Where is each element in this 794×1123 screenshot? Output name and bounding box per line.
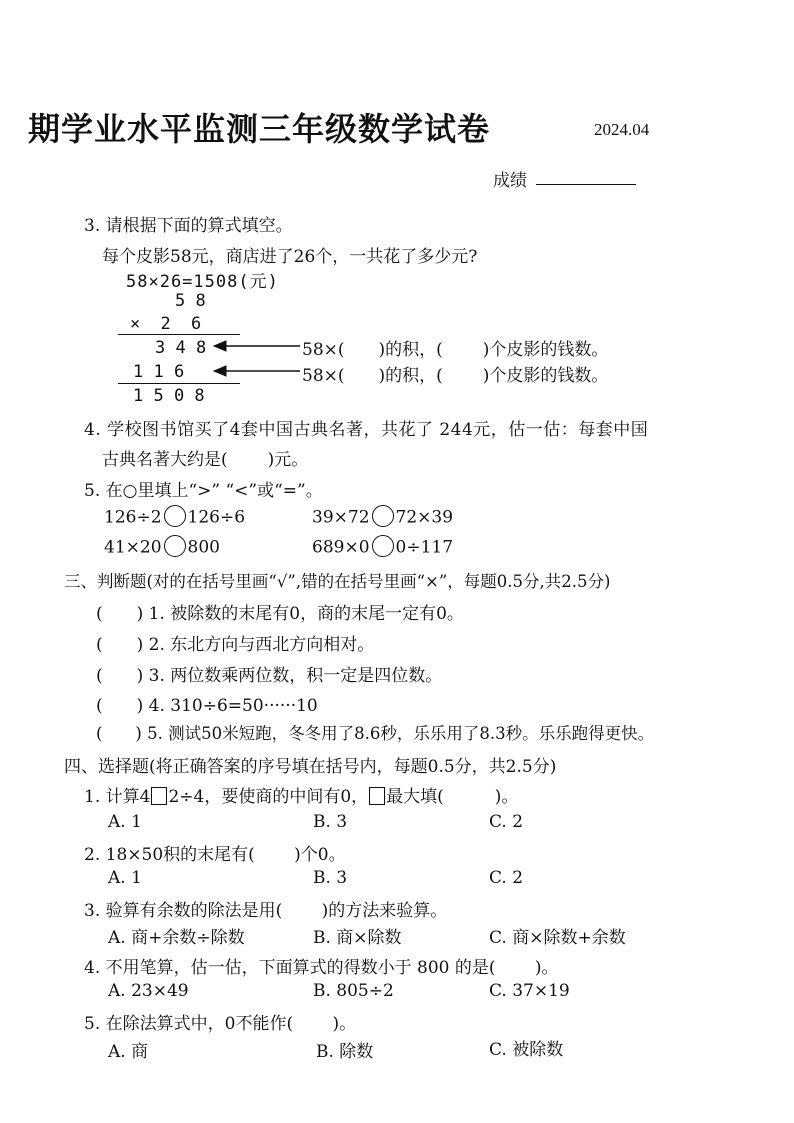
choice-q3-option-a[interactable]: A. 商+余数÷除数 [108, 928, 245, 948]
score-label: 成绩 [493, 171, 527, 191]
choice-q4-option-a[interactable]: A. 23×49 [108, 981, 189, 1001]
q5-item-4-right: 0÷117 [395, 537, 454, 558]
choice-q1-option-a[interactable]: A. 1 [108, 812, 142, 832]
arrow-1 [214, 341, 300, 351]
q5-item-4-left: 689×0 [312, 537, 370, 558]
judge-text: 3. 两位数乘两位数，积一定是四位数。 [148, 666, 443, 686]
judge-text: 2. 东北方向与西北方向相对。 [148, 635, 375, 655]
q3-blank-line2 [302, 361, 608, 386]
q5-item-2-left: 39×72 [312, 507, 370, 528]
q5-item-4 [312, 537, 453, 559]
choice-q2-stem: 2. 18×50积的末尾有( )个0。 [84, 845, 346, 865]
choice-q3-option-c[interactable]: C. 商×除数+余数 [489, 928, 626, 948]
q5-item-2 [312, 507, 453, 529]
choice-q5-option-a[interactable]: A. 商 [108, 1042, 149, 1062]
q5-item-1-right: 126÷6 [187, 507, 246, 528]
compare-circle[interactable] [372, 505, 394, 527]
q5-title: 5. 在○里填上“>” “<”或“=”。 [84, 481, 323, 501]
exam-date: 2024.04 [594, 120, 650, 139]
blank1-b: )的积，( [378, 340, 443, 360]
judge-item-2 [96, 630, 374, 655]
q3-blank-line1 [302, 335, 608, 360]
choice-q4-option-c[interactable]: C. 37×19 [489, 981, 570, 1001]
q3-problem: 每个皮影58元，商店进了26个，一共花了多少元? [102, 247, 478, 267]
q5-item-1-left: 126÷2 [104, 507, 162, 528]
q5-item-3-left: 41×20 [104, 537, 162, 558]
vertical-row5: 1 5 0 8 [133, 386, 205, 406]
choice-q3-stem: 3. 验算有余数的除法是用( )的方法来验算。 [84, 901, 448, 921]
q5-item-3-right: 800 [187, 537, 220, 558]
choice-q1-option-c[interactable]: C. 2 [489, 812, 524, 832]
choice-q5-option-c[interactable]: C. 被除数 [489, 1040, 564, 1060]
choice-q3-option-b[interactable]: B. 商×除数 [313, 928, 402, 948]
blank2-a: 58×( [302, 366, 345, 386]
judge-paren[interactable]: ( ) [96, 724, 142, 743]
judge-item-5 [96, 720, 654, 744]
q4-line2a: 古典名著大约是( [102, 450, 228, 470]
compare-circle[interactable] [164, 505, 186, 527]
choice-q4-option-b[interactable]: B. 805÷2 [313, 981, 394, 1001]
choice-q2-option-b[interactable]: B. 3 [313, 868, 348, 888]
choice-q1-stem [84, 782, 518, 807]
blank2-c: )个皮影的钱数。 [482, 366, 609, 386]
choice-q1-stem-a: 1. 计算4 [84, 787, 151, 807]
digit-box[interactable] [151, 787, 167, 805]
vertical-row2: × 2 6 [130, 314, 202, 334]
q3-equation: 58×26=1508(元) [126, 272, 279, 292]
compare-circle[interactable] [372, 535, 394, 557]
compare-circle[interactable] [164, 535, 186, 557]
page-title: 期学业水平监测三年级数学试卷 [28, 110, 491, 148]
choice-q2-option-a[interactable]: A. 1 [108, 868, 142, 888]
choice-q4-stem: 4. 不用笔算，估一估，下面算式的得数小于 800 的是( )。 [84, 958, 559, 978]
vertical-row1: 5 8 [175, 291, 206, 311]
judge-item-3 [96, 661, 442, 686]
judge-text: 1. 被除数的末尾有0，商的末尾一定有0。 [148, 604, 464, 624]
q5-item-3 [104, 537, 220, 559]
choice-q1-stem-b: 2÷4，要使商的中间有0， [168, 787, 369, 807]
blank1-c: )个皮影的钱数。 [482, 340, 609, 360]
judge-item-4 [96, 691, 318, 716]
q5-item-2-right: 72×39 [395, 507, 454, 528]
choice-q5-option-b[interactable]: B. 除数 [316, 1042, 374, 1062]
section3-heading: 三、判断题(对的在括号里画“√”,错的在括号里画“×”，每题0.5分,共2.5分) [64, 572, 611, 591]
vertical-row3: 3 4 8 [155, 338, 207, 358]
q5-item-1 [104, 507, 245, 529]
digit-box[interactable] [369, 787, 385, 805]
judge-paren[interactable]: ( ) [96, 604, 144, 624]
blank2-b: )的积，( [378, 366, 443, 386]
arrow-2 [214, 366, 300, 376]
judge-paren[interactable]: ( ) [96, 666, 144, 686]
section4-heading: 四、选择题(将正确答案的序号填在括号内，每题0.5分，共2.5分) [64, 757, 557, 777]
choice-q5-stem: 5. 在除法算式中，0不能作( )。 [84, 1014, 357, 1034]
q3-title: 3. 请根据下面的算式填空。 [84, 216, 293, 236]
q4-line1: 4. 学校图书馆买了4套中国古典名著，共花了 244元，估一估：每套中国 [84, 420, 649, 440]
judge-paren[interactable]: ( ) [96, 696, 144, 716]
choice-q1-stem-c: 最大填( )。 [386, 787, 519, 807]
blank1-a: 58×( [302, 340, 345, 360]
judge-paren[interactable]: ( ) [96, 635, 144, 655]
q4-line2 [102, 445, 308, 470]
q4-line2b: )元。 [267, 450, 309, 470]
choice-q2-option-c[interactable]: C. 2 [489, 868, 524, 888]
choice-q1-option-b[interactable]: B. 3 [313, 812, 348, 832]
judge-text: 4. 310÷6=50······10 [148, 696, 318, 716]
judge-text: 5. 测试50米短跑，冬冬用了8.6秒，乐乐用了8.3秒。乐乐跑得更快。 [147, 724, 655, 743]
judge-item-1 [96, 599, 464, 624]
vertical-row4: 1 1 6 [133, 362, 185, 382]
